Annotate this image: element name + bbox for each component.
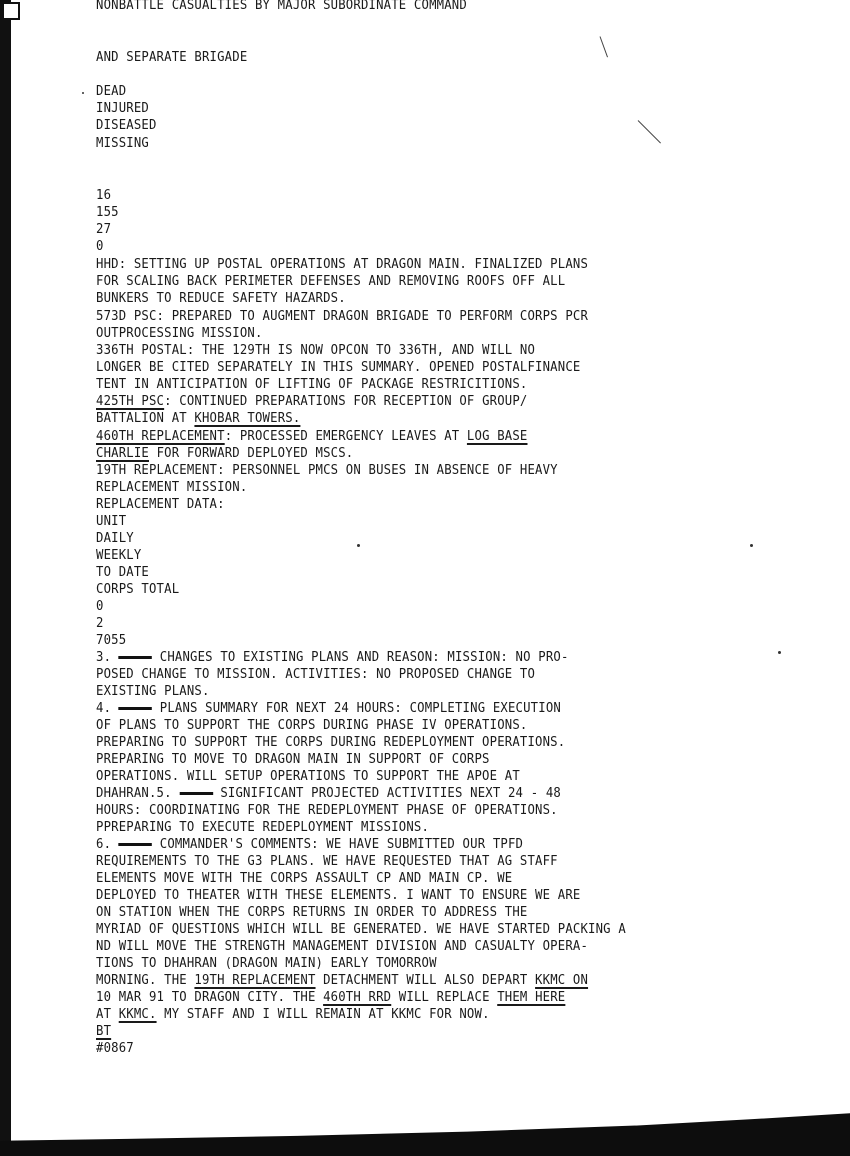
location-underlined: KHOBAR TOWERS. [194,411,301,426]
table-header: CORPS TOTAL [96,582,180,597]
narrative-line: 336TH POSTAL: THE 129TH IS NOW OPCON TO 336TH, AND WILL NO [96,343,536,358]
table-header: DAILY [96,531,134,546]
table-header: TO DATE [96,565,149,580]
narrative-line: REPLACEMENT DATA: [96,497,225,512]
casualty-category: DISEASED [96,118,157,133]
message-break: BT [96,1024,112,1039]
location-underlined: LOG BASE [466,429,528,444]
document-title: NONBATTLE CASUALTIES BY MAJOR SUBORDINATE COMMAND [96,0,467,13]
section-line [96,785,561,802]
phrase-underlined: THEM HERE [497,990,566,1005]
section-line [96,836,523,853]
casualty-category: DEAD [96,84,127,99]
casualty-value: 155 [96,205,119,220]
section-number: 4. [96,701,112,716]
section-text: WILL REPLACE [391,990,498,1005]
section-text: DHAHRAN.5. [96,786,172,801]
narrative-line: OUTPROCESSING MISSION. [96,326,263,341]
section-text: DETACHMENT WILL ALSO DEPART [315,973,536,988]
narrative-line [96,445,353,462]
narrative-line: HHD: SETTING UP POSTAL OPERATIONS AT DRAGON MAIN. FINALIZED PLANS [96,257,589,272]
section-text: CHANGES TO EXISTING PLANS AND REASON: MISSION: NO PRO- [152,650,569,665]
section-text: COMMANDER'S COMMENTS: WE HAVE SUBMITTED OUR TPFD [152,837,524,852]
section-line: ND WILL MOVE THE STRENGTH MANAGEMENT DIVISION AND CASUALTY OPERA- [96,939,589,954]
section-line: ON STATION WHEN THE CORPS RETURNS IN ORDER TO ADDRESS THE [96,905,528,920]
section-line: PREPARING TO SUPPORT THE CORPS DURING REDEPLOYMENT OPERATIONS. [96,735,566,750]
scan-speck [357,544,360,547]
struck-out-mark [119,653,152,661]
narrative-line [96,393,527,410]
casualty-value: 27 [96,222,112,237]
message-number: #0867 [96,1041,134,1056]
section-number: 6. [96,837,112,852]
narrative-line: 19TH REPLACEMENT: PERSONNEL PMCS ON BUSES IN ABSENCE OF HEAVY [96,463,558,478]
section-line: REQUIREMENTS TO THE G3 PLANS. WE HAVE REQUESTED THAT AG STAFF [96,854,558,869]
unit-underlined: 460TH REPLACEMENT [96,429,225,444]
document-subtitle: AND SEPARATE BRIGADE [96,50,248,65]
narrative-line: FOR SCALING BACK PERIMETER DEFENSES AND REMOVING ROOFS OFF ALL [96,274,566,289]
table-header: UNIT [96,514,127,529]
scan-scratch [600,36,608,57]
unit-underlined: 460TH RRD [323,990,392,1005]
scan-speck [778,651,781,654]
struck-out-mark [119,840,152,848]
casualty-value: 0 [96,239,104,254]
section-text: AT [96,1007,119,1022]
casualty-category: INJURED [96,101,149,116]
narrative-line: LONGER BE CITED SEPARATELY IN THIS SUMMARY. OPENED POSTALFINANCE [96,360,581,375]
narrative-line: BUNKERS TO REDUCE SAFETY HAZARDS. [96,291,346,306]
casualty-value: 16 [96,188,112,203]
section-line: TIONS TO DHAHRAN (DRAGON MAIN) EARLY TOMORROW [96,956,437,971]
section-line: MYRIAD OF QUESTIONS WHICH WILL BE GENERATED. WE HAVE STARTED PACKING A [96,922,626,937]
section-text: PLANS SUMMARY FOR NEXT 24 HOURS: COMPLETING EXECUTION [152,701,561,716]
location-underlined: CHARLIE [96,446,149,461]
scan-bottom-edge [0,1095,850,1156]
struck-out-mark [119,704,152,712]
narrative-line: TENT IN ANTICIPATION OF LIFTING OF PACKAGE RESTRICITIONS. [96,377,528,392]
section-line: OPERATIONS. WILL SETUP OPERATIONS TO SUPPORT THE APOE AT [96,769,520,784]
scan-scratch [638,120,661,143]
section-line: OF PLANS TO SUPPORT THE CORPS DURING PHASE IV OPERATIONS. [96,718,528,733]
narrative-text: BATTALION AT [96,411,195,426]
section-line: DEPLOYED TO THEATER WITH THESE ELEMENTS. I WANT TO ENSURE WE ARE [96,888,581,903]
section-line: EXISTING PLANS. [96,684,210,699]
section-text: 10 MAR 91 TO DRAGON CITY. THE [96,990,324,1005]
narrative-line: REPLACEMENT MISSION. [96,480,248,495]
narrative-line: 573D PSC: PREPARED TO AUGMENT DRAGON BRIGADE TO PERFORM CORPS PCR [96,309,589,324]
unit-underlined: 425TH PSC [96,394,165,409]
section-text: MY STAFF AND I WILL REMAIN AT KKMC FOR NOW. [156,1007,490,1022]
section-line: HOURS: COORDINATING FOR THE REDEPLOYMENT PHASE OF OPERATIONS. [96,803,558,818]
location-underlined: KKMC ON [535,973,589,988]
section-text: MORNING. THE [96,973,195,988]
struck-out-mark [179,789,212,797]
scan-speck [750,544,753,547]
section-line [96,972,588,989]
section-line [96,700,561,717]
section-line: PPREPARING TO EXECUTE REDEPLOYMENT MISSIONS. [96,820,430,835]
narrative-line [96,410,300,427]
location-underlined: KKMC. [118,1007,157,1022]
section-line [96,1006,490,1023]
narrative-text: FOR FORWARD DEPLOYED MSCS. [148,446,354,461]
table-value: 2 [96,616,104,631]
table-header: WEEKLY [96,548,142,563]
table-value: 0 [96,599,104,614]
section-line: POSED CHANGE TO MISSION. ACTIVITIES: NO PROPOSED CHANGE TO [96,667,536,682]
table-value: 7055 [96,633,127,648]
section-line [96,649,569,666]
scan-speck [82,92,84,94]
casualty-category: MISSING [96,136,149,151]
section-line: PREPARING TO MOVE TO DRAGON MAIN IN SUPPORT OF CORPS [96,752,490,767]
section-line: ELEMENTS MOVE WITH THE CORPS ASSAULT CP AND MAIN CP. WE [96,871,513,886]
section-text: SIGNIFICANT PROJECTED ACTIVITIES NEXT 24 - 48 [212,786,561,801]
section-number: 3. [96,650,112,665]
section-line [96,989,565,1006]
narrative-line [96,428,527,445]
narrative-text: : PROCESSED EMERGENCY LEAVES AT [224,429,467,444]
narrative-text: : CONTINUED PREPARATIONS FOR RECEPTION OF GROUP/ [164,394,528,409]
unit-underlined: 19TH REPLACEMENT [194,973,316,988]
